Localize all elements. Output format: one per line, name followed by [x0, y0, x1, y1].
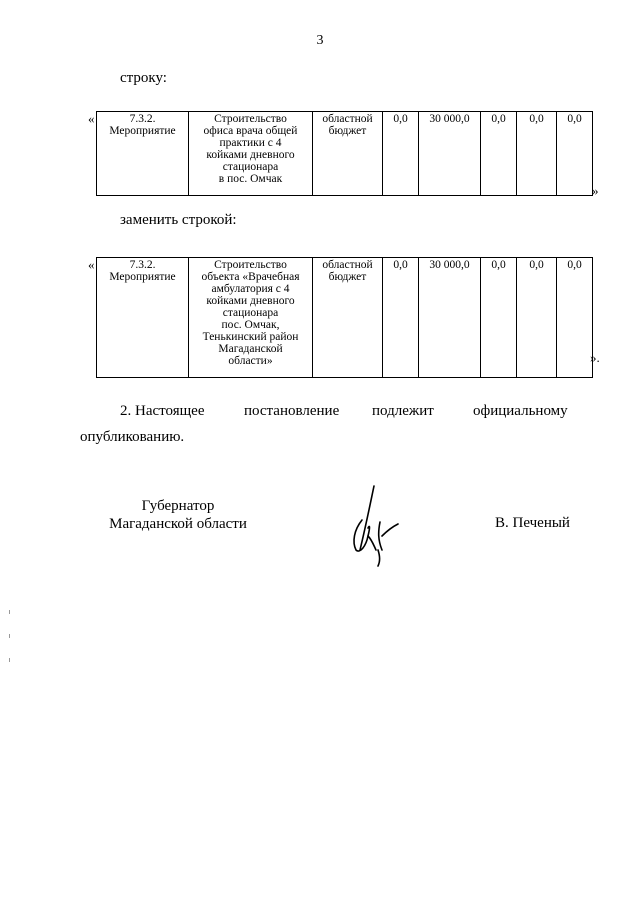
paragraph2-word: подлежит — [372, 403, 434, 419]
new-row-name-line: стационара — [222, 307, 279, 319]
old-row-name-cell — [189, 112, 313, 196]
scan-edge-mark — [9, 634, 10, 638]
new-row-type: Мероприятие — [109, 271, 176, 283]
paragraph2-word: 2. Настоящее — [120, 403, 205, 419]
old-row-value-cell: 0,0 — [517, 112, 557, 196]
open-quote-old: « — [88, 111, 95, 126]
new-row-value-cell: 0,0 — [481, 258, 517, 378]
new-row-name-line: койками дневного — [206, 295, 295, 307]
old-row-name-line: койками дневного — [206, 149, 295, 161]
new-row-number-cell — [97, 258, 189, 378]
old-row-number: 7.3.2. — [129, 113, 156, 125]
new-row-table — [96, 257, 593, 378]
old-row-source-line: бюджет — [328, 125, 367, 137]
old-row-name-line: офиса врача общей — [203, 125, 298, 137]
new-row-value-cell: 0,0 — [517, 258, 557, 378]
old-row-source-cell — [313, 112, 383, 196]
new-row-value-cell: 0,0 — [383, 258, 419, 378]
old-row-name-line: практики с 4 — [219, 137, 282, 149]
new-row-value-cell: 30 000,0 — [419, 258, 481, 378]
page-number: 3 — [316, 33, 324, 48]
new-row-name-line: Строительство — [214, 259, 287, 271]
old-row-value-cell: 0,0 — [481, 112, 517, 196]
old-row-value-cell: 0,0 — [557, 112, 593, 196]
new-row-source-line: бюджет — [328, 271, 367, 283]
handwritten-signature — [340, 480, 410, 570]
old-row-source-line: областной — [322, 113, 373, 125]
old-row-table — [96, 111, 593, 196]
open-quote-new: « — [88, 257, 95, 272]
new-row-value-cell: 0,0 — [557, 258, 593, 378]
old-row-name-line: Строительство — [214, 113, 287, 125]
paragraph2-continuation: опубликованию. — [80, 429, 185, 445]
paragraph2-word: официальному — [473, 403, 568, 419]
new-row-source-line: областной — [322, 259, 373, 271]
new-row-number: 7.3.2. — [129, 259, 156, 271]
old-row-value-cell: 0,0 — [383, 112, 419, 196]
signatory-title-line: Магаданской области — [109, 516, 247, 532]
scan-edge-mark — [9, 658, 10, 662]
old-row-name-line: в пос. Омчак — [218, 173, 283, 185]
close-quote-old: » — [592, 183, 599, 198]
new-row-name-line: объекта «Врачебная — [201, 271, 300, 283]
label-new-row: заменить строкой: — [120, 212, 237, 228]
new-row-name-line: Магаданской — [218, 343, 283, 355]
new-row-name-line: амбулатория с 4 — [211, 283, 290, 295]
old-row-type: Мероприятие — [109, 125, 176, 137]
old-row-value-cell: 30 000,0 — [419, 112, 481, 196]
new-row-name-line: Тенькинский район — [202, 331, 299, 343]
close-quote-new: ». — [590, 350, 600, 365]
old-row-name-line: стационара — [222, 161, 279, 173]
label-old-row: строку: — [120, 70, 167, 86]
signatory-name: В. Печеный — [495, 515, 570, 531]
old-row-number-cell — [97, 112, 189, 196]
signatory-title — [88, 497, 268, 533]
new-row-name-line: пос. Омчак, — [221, 319, 280, 331]
scan-edge-mark — [9, 610, 10, 614]
new-row-source-cell — [313, 258, 383, 378]
paragraph2-word: постановление — [244, 403, 340, 419]
new-row-name-cell — [189, 258, 313, 378]
new-row-name-line: области» — [228, 355, 273, 367]
signatory-title-line: Губернатор — [141, 498, 215, 514]
